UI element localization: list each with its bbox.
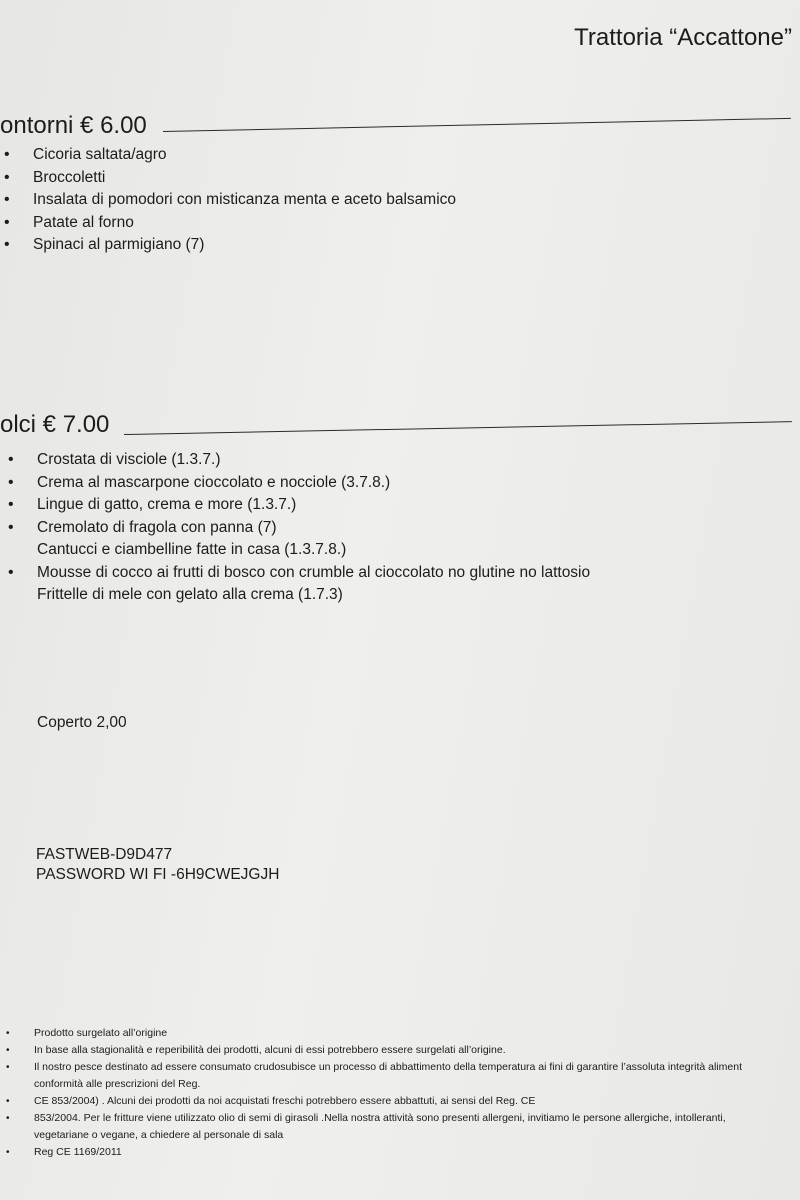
list-item: • Broccoletti [0,167,456,190]
note-item: • CE 853/2004) . Alcuni dei prodotti da noi acquistati freschi potrebbero essere abbattuti, ai sensi del Reg. CE [0,1093,742,1110]
dolci-divider [124,421,792,435]
note-item: • 853/2004. Per le fritture viene utilizzato olio di semi di girasoli .Nella nostra attività sono presenti allergeni, invitiamo le persone allergiche, intolleranti, [0,1110,742,1127]
restaurant-title: Trattoria “Accattone” [574,24,792,51]
note-item: • Il nostro pesce destinato ad essere consumato crudosubisce un processo di abbattimento della temperatura ai fini di garantire l’assoluta integrità aliment [0,1059,742,1076]
dolci-heading: olci € 7.00 [0,411,110,438]
dolci-list [4,449,590,607]
contorni-divider [163,118,791,132]
contorni-heading: ontorni € 6.00 [0,112,147,139]
wifi-network: FASTWEB-D9D477 [36,846,173,863]
allergen-notes [0,1025,742,1161]
list-item: • Patate al forno [0,212,456,235]
list-item: • Crema al mascarpone cioccolato e nocciole (3.7.8.) [4,472,590,495]
list-item: Frittelle di mele con gelato alla crema (1.7.3) [37,586,343,603]
list-item: • Lingue di gatto, crema e more (1.3.7.) [4,494,590,517]
wifi-password: PASSWORD WI FI -6H9CWEJGJH [36,866,280,883]
list-item: • Cremolato di fragola con panna (7) [4,517,590,540]
note-item: • Prodotto surgelato all’origine [0,1025,742,1042]
note-item: • In base alla stagionalità e reperibilità dei prodotti, alcuni di essi potrebbero essere surgelati all’origine. [0,1042,742,1059]
coperto-price: Coperto 2,00 [37,714,127,731]
list-item: • Insalata di pomodori con misticanza menta e aceto balsamico [0,189,456,212]
note-item: conformità alle prescrizioni del Reg. [34,1078,201,1090]
list-item: • Spinaci al parmigiano (7) [0,234,456,257]
list-item: Cantucci e ciambelline fatte in casa (1.3.7.8.) [37,541,347,558]
note-item: vegetariane o vegane, a chiedere al personale di sala [34,1129,284,1141]
contorni-list [0,144,456,257]
note-item: • Reg CE 1169/2011 [0,1144,742,1161]
list-item: • Crostata di visciole (1.3.7.) [4,449,590,472]
list-item: • Mousse di cocco ai frutti di bosco con crumble al cioccolato no glutine no lattosio [4,562,590,585]
list-item: • Cicoria saltata/agro [0,144,456,167]
